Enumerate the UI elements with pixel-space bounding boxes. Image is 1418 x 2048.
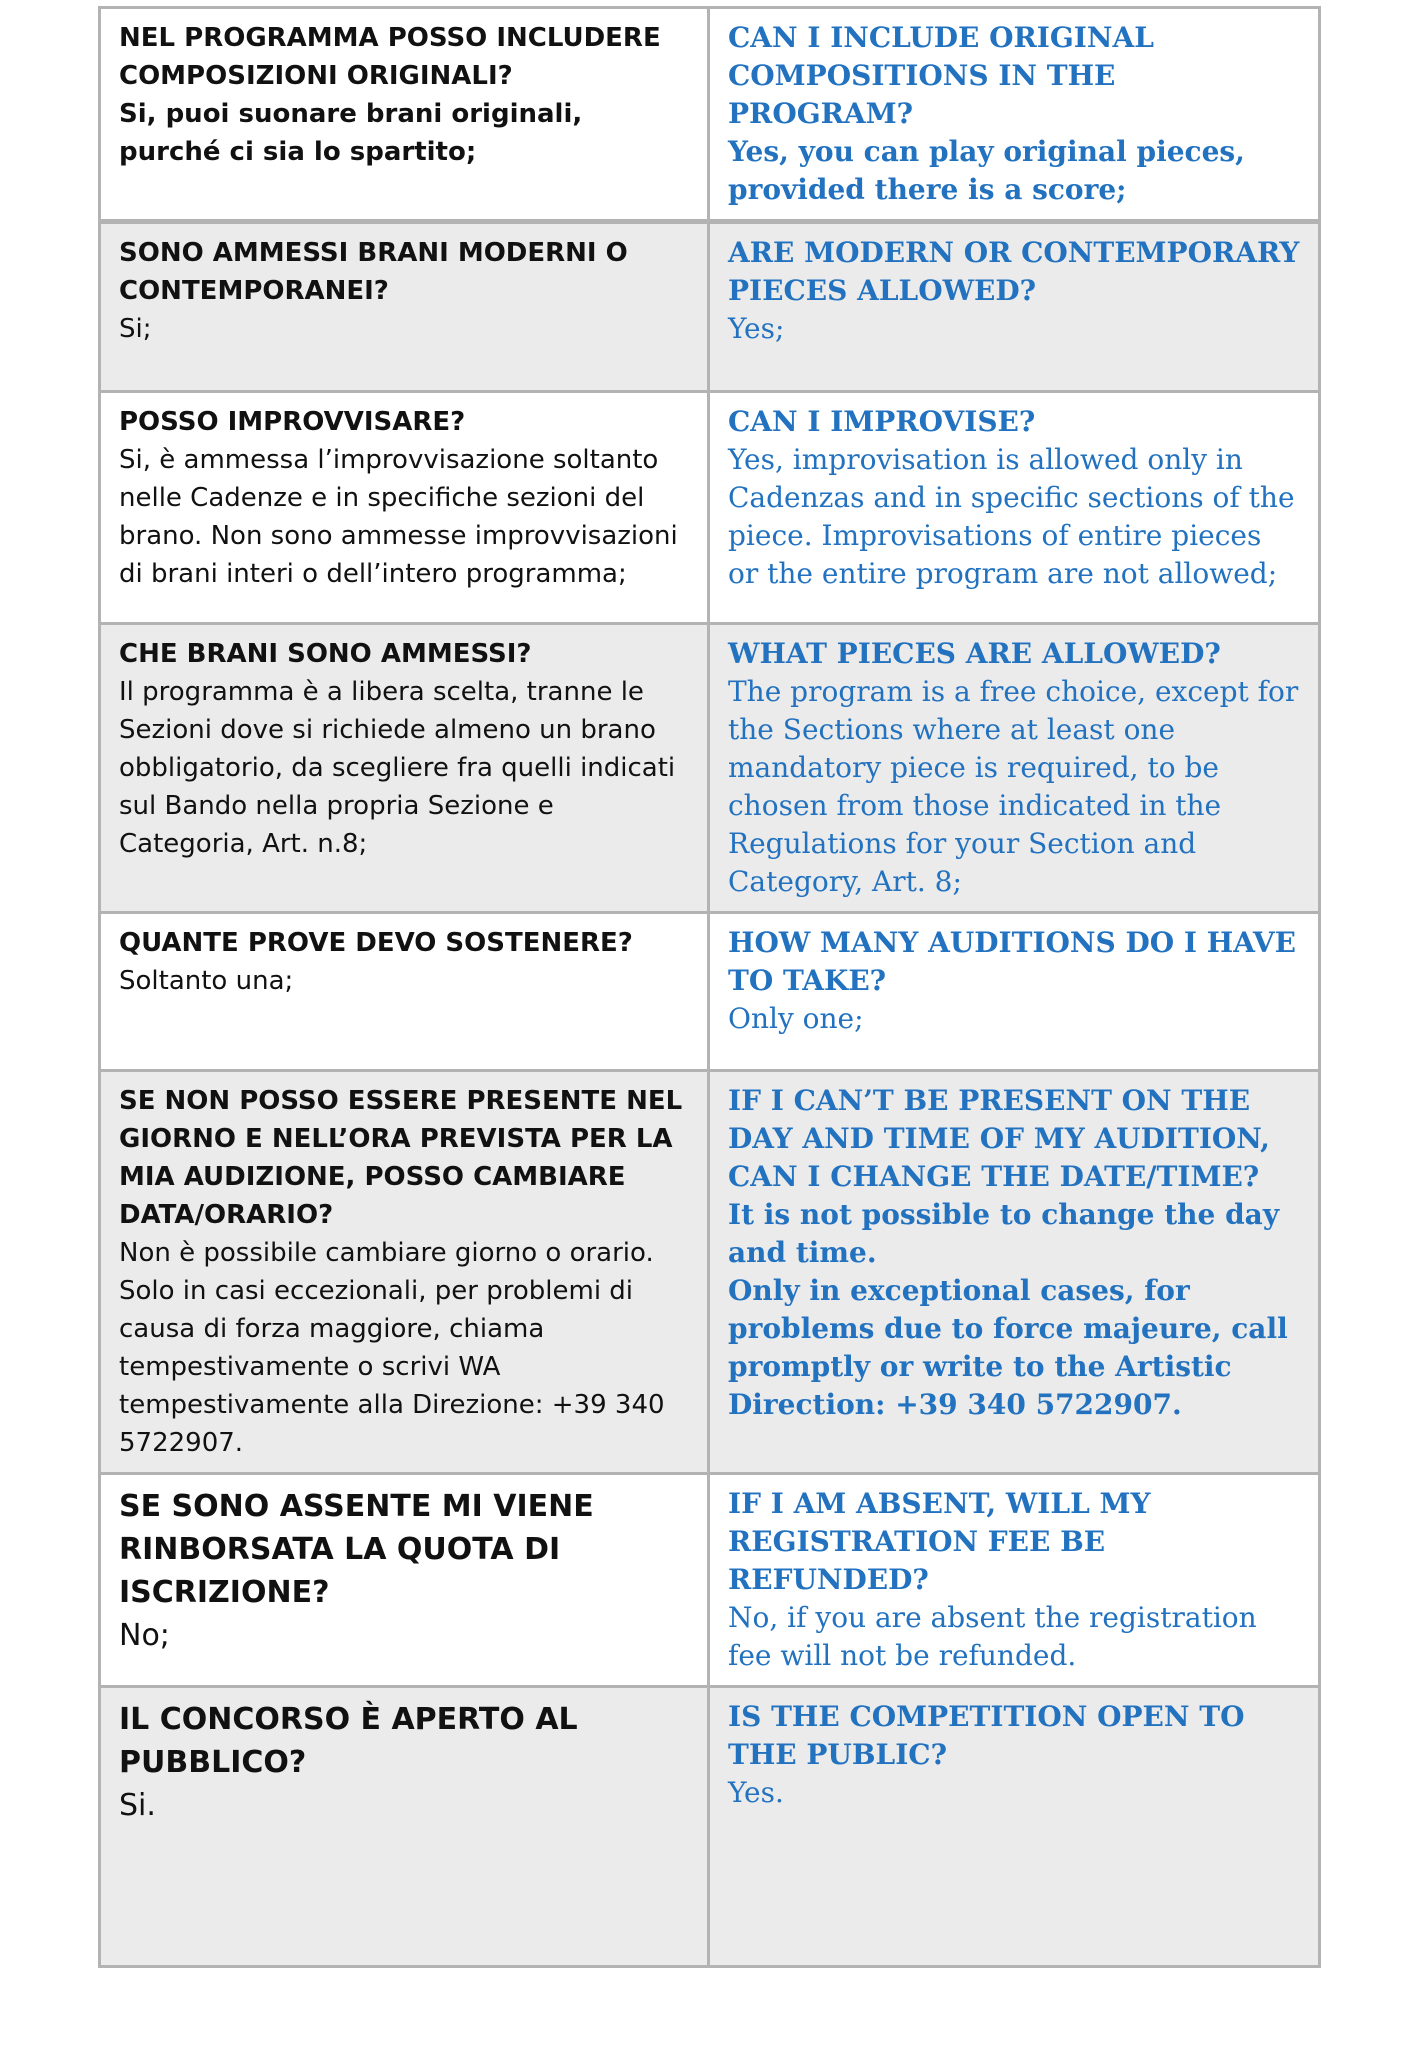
english-question: IF I CAN’T BE PRESENT ON THE DAY AND TIME OF MY AUDITION, CAN I CHANGE THE DATE/TIME? — [728, 1084, 1270, 1193]
english-answer: Yes. — [728, 1776, 784, 1809]
english-answer: No, if you are absent the registration fee will not be refunded. — [728, 1601, 1257, 1672]
italian-cell — [100, 8, 709, 222]
english-question: ARE MODERN OR CONTEMPORARY PIECES ALLOWED? — [728, 236, 1300, 307]
faq-row — [100, 8, 1320, 222]
english-question: WHAT PIECES ARE ALLOWED? — [728, 637, 1221, 670]
english-question: IF I AM ABSENT, WILL MY REGISTRATION FEE BE REFUNDED? — [728, 1487, 1151, 1596]
italian-answer: Soltanto una; — [119, 966, 294, 996]
italian-answer: Si. — [119, 1788, 156, 1823]
italian-question: IL CONCORSO È APERTO AL PUBBLICO? — [119, 1702, 578, 1780]
english-answer: Yes, improvisation is allowed only in Cadenzas and in specific sections of the piece. Improvisations of entire pieces or the entire program are not allowed; — [728, 443, 1295, 590]
faq-row — [100, 1687, 1320, 1967]
english-answer: It is not possible to change the day and time. — [728, 1198, 1280, 1269]
italian-cell — [100, 222, 709, 392]
english-question: IS THE COMPETITION OPEN TO THE PUBLIC? — [728, 1700, 1245, 1771]
italian-answer: No; — [119, 1618, 170, 1653]
english-cell — [709, 1071, 1320, 1474]
faq-table — [98, 6, 1321, 1968]
italian-question: POSSO IMPROVVISARE? — [119, 407, 466, 437]
italian-cell — [100, 1687, 709, 1967]
faq-row — [100, 1071, 1320, 1474]
italian-answer: Si, è ammessa l’improvvisazione soltanto nelle Cadenze e in specifiche sezioni del brano. Non sono ammesse improvvisazioni di brani interi o dell’intero programma; — [119, 445, 678, 589]
english-cell — [709, 1474, 1320, 1687]
italian-answer: Si; — [119, 314, 152, 344]
english-answer: Yes, you can play original pieces, provided there is a score; — [728, 135, 1245, 206]
faq-row — [100, 1474, 1320, 1687]
italian-cell — [100, 1474, 709, 1687]
faq-row — [100, 392, 1320, 624]
english-answer: The program is a free choice, except for the Sections where at least one mandatory piece is required, to be chosen from those indicated in the Regulations for your Section and Category, Art. 8; — [728, 675, 1299, 898]
english-cell — [709, 8, 1320, 222]
english-cell — [709, 222, 1320, 392]
english-question: CAN I IMPROVISE? — [728, 405, 1036, 438]
italian-cell — [100, 913, 709, 1071]
italian-question: SONO AMMESSI BRANI MODERNI O CONTEMPORANEI? — [119, 238, 628, 306]
italian-question: CHE BRANI SONO AMMESSI? — [119, 639, 532, 669]
italian-answer: Il programma è a libera scelta, tranne le Sezioni dove si richiede almeno un brano obbligatorio, da scegliere fra quelli indicati sul Bando nella propria Sezione e Categoria, Art. n.8; — [119, 677, 676, 859]
english-cell — [709, 1687, 1320, 1967]
english-cell — [709, 624, 1320, 913]
faq-row — [100, 624, 1320, 913]
italian-cell — [100, 392, 709, 624]
english-answer: Only one; — [728, 1002, 864, 1035]
english-question: HOW MANY AUDITIONS DO I HAVE TO TAKE? — [728, 926, 1296, 997]
english-answer: Yes; — [728, 312, 785, 345]
english-cell — [709, 913, 1320, 1071]
italian-question: SE NON POSSO ESSERE PRESENTE NEL GIORNO E NELL’ORA PREVISTA PER LA MIA AUDIZIONE, POSSO CAMBIARE DATA/ORARIO? — [119, 1086, 683, 1230]
english-cell — [709, 392, 1320, 624]
italian-question: NEL PROGRAMMA POSSO INCLUDERE COMPOSIZIONI ORIGINALI? — [119, 23, 661, 91]
english-answer-continued: Only in exceptional cases, for problems due to force majeure, call promptly or write to the Artistic Direction: +39 340 5722907. — [728, 1274, 1288, 1421]
italian-cell — [100, 1071, 709, 1474]
italian-question: QUANTE PROVE DEVO SOSTENERE? — [119, 928, 633, 958]
english-question: CAN I INCLUDE ORIGINAL COMPOSITIONS IN THE PROGRAM? — [728, 21, 1154, 130]
faq-row — [100, 913, 1320, 1071]
italian-cell — [100, 624, 709, 913]
faq-row — [100, 222, 1320, 392]
italian-question: SE SONO ASSENTE MI VIENE RINBORSATA LA QUOTA DI ISCRIZIONE? — [119, 1489, 594, 1610]
italian-answer: Non è possibile cambiare giorno o orario. Solo in casi eccezionali, per problemi di causa di forza maggiore, chiama tempestivamente o scrivi WA tempestivamente alla Direzione: +39 340 5722907. — [119, 1238, 665, 1458]
italian-answer: Si, puoi suonare brani originali, purché ci sia lo spartito; — [119, 99, 583, 167]
